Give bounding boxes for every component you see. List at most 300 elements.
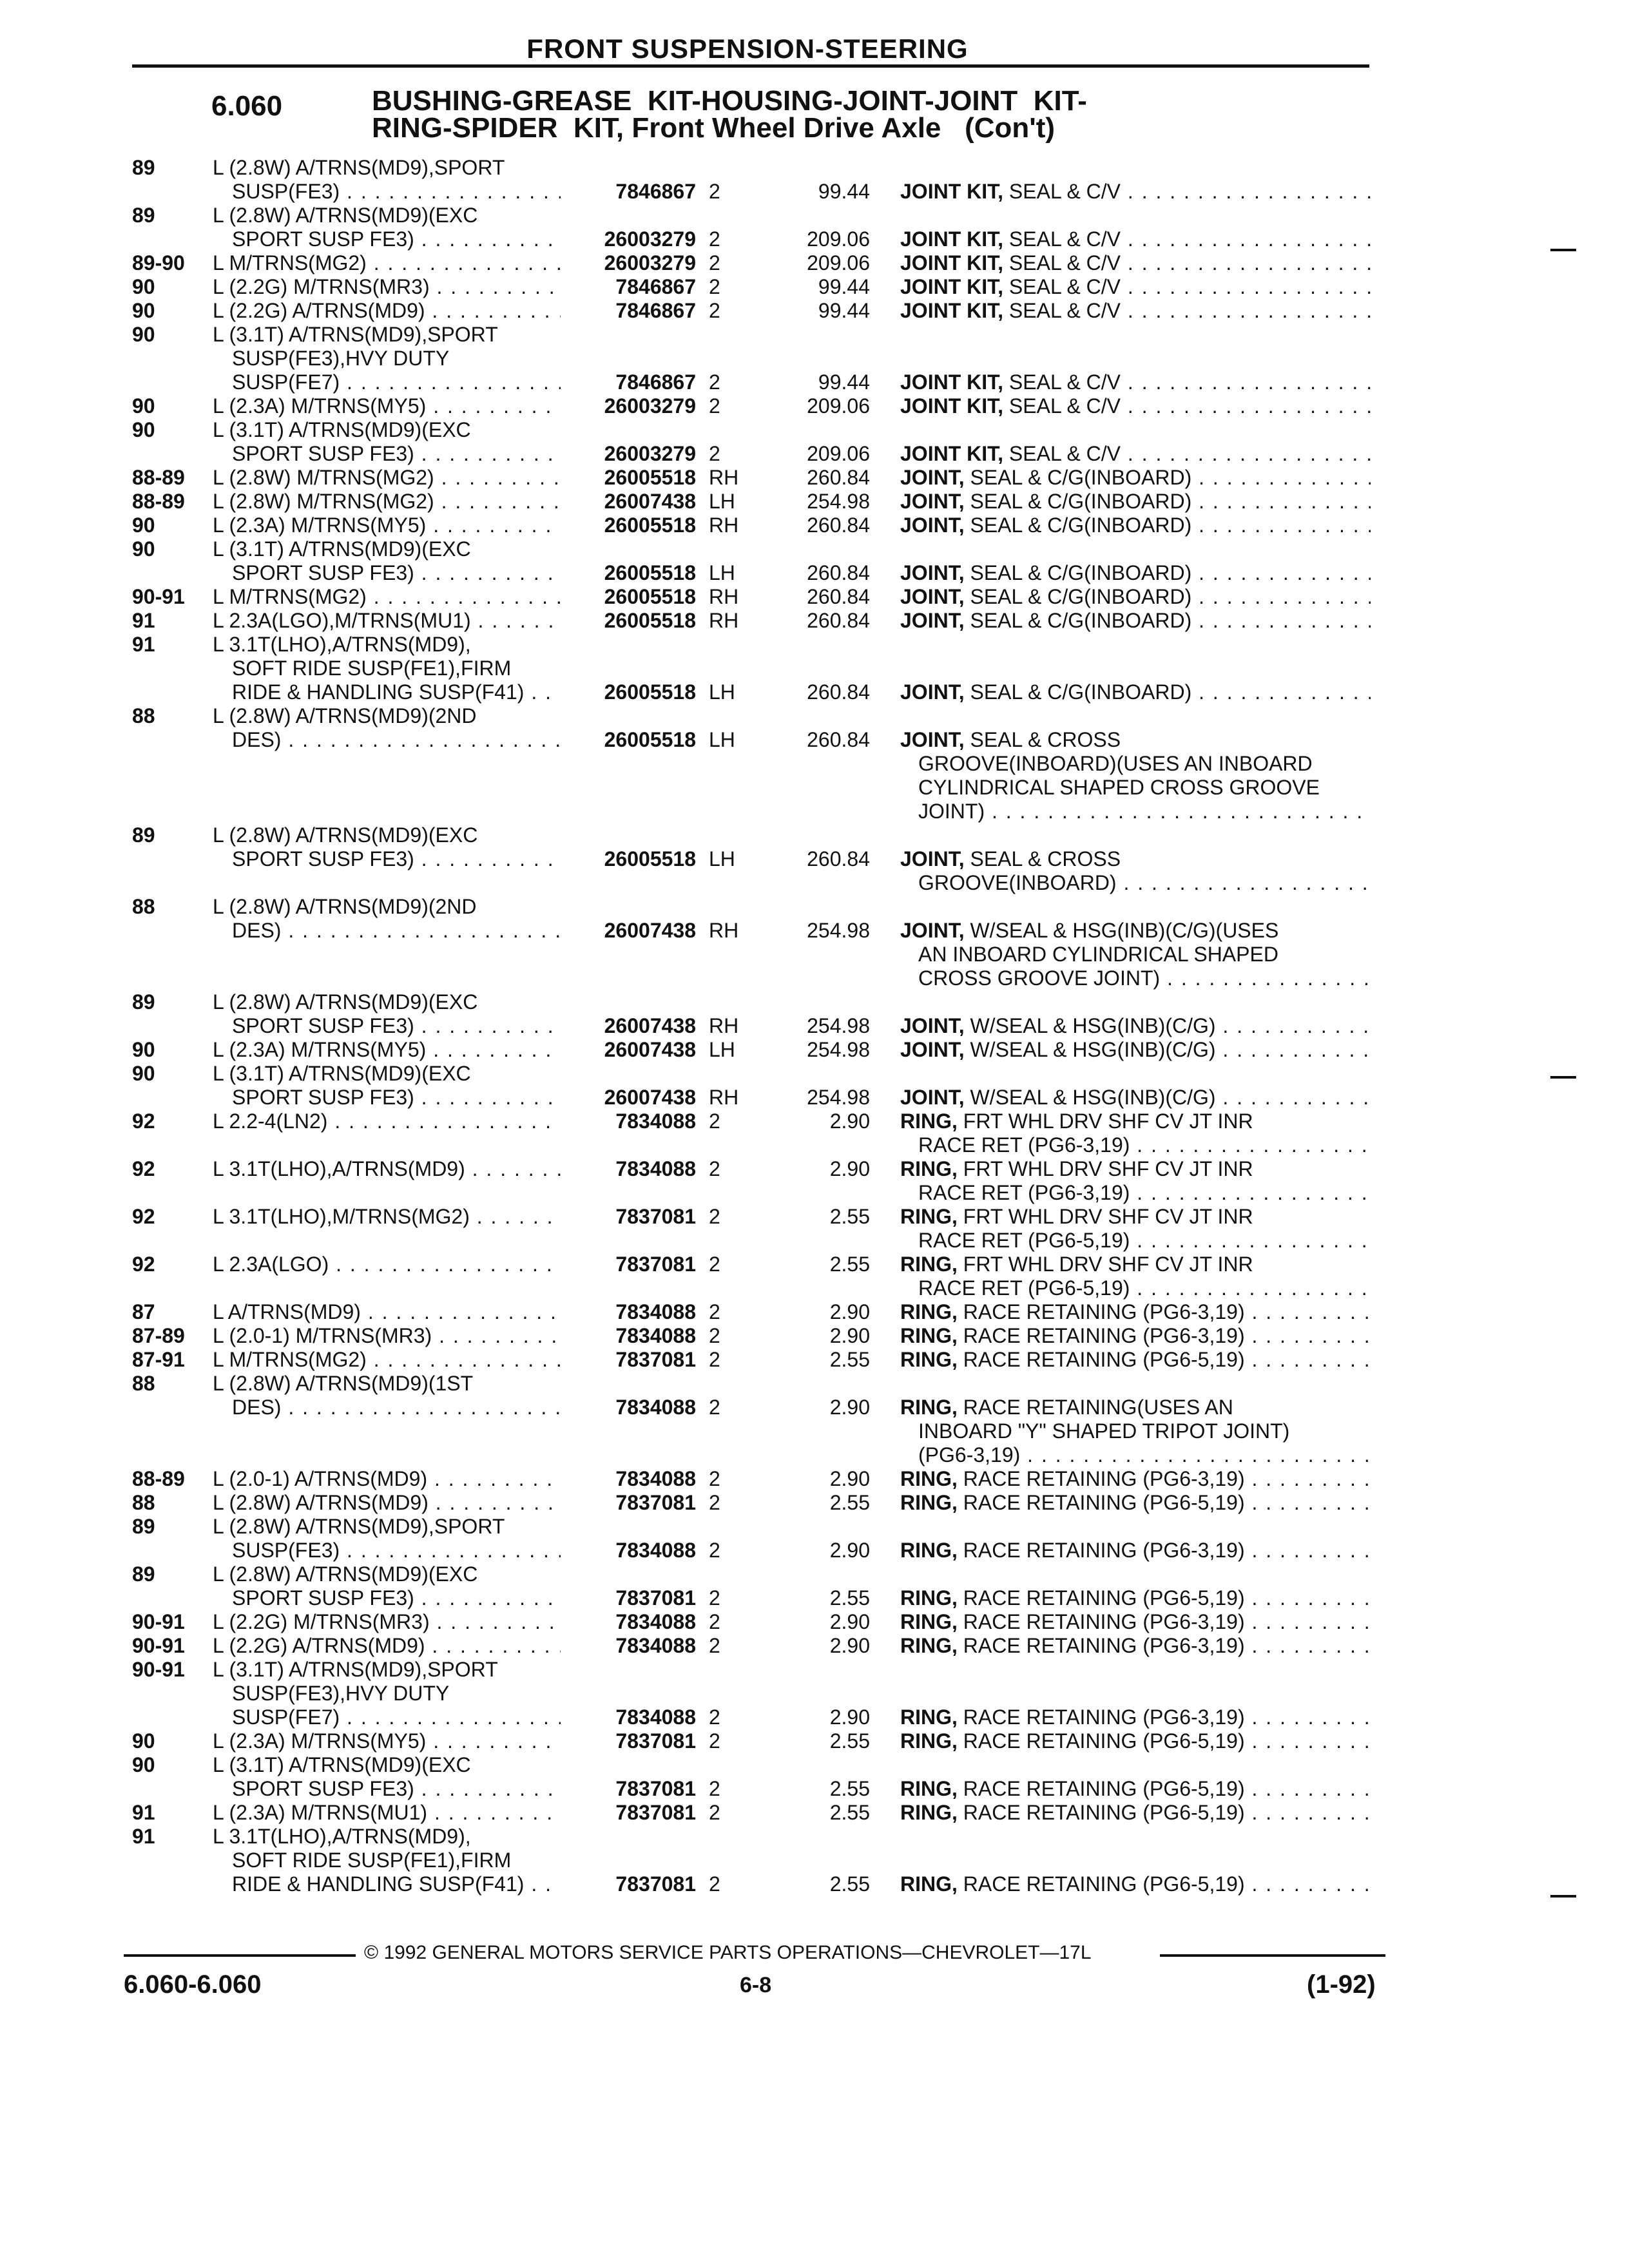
price: 2.55: [829, 1729, 870, 1753]
price: 2.55: [829, 1491, 870, 1514]
part-number: 7834088: [615, 1396, 696, 1419]
part-number: 26005518: [604, 728, 696, 751]
part-number: 7837081: [615, 1729, 696, 1753]
part-number: 26005518: [604, 561, 696, 584]
quantity: 2: [709, 1300, 720, 1323]
part-number: 26005518: [604, 514, 696, 537]
price: 2.90: [829, 1324, 870, 1347]
parts-row: [0, 1372, 1629, 1467]
application-description: SOFT RIDE SUSP(FE1),FIRM: [232, 657, 512, 680]
quantity: 2: [709, 299, 720, 322]
part-number: 7837081: [615, 1801, 696, 1824]
quantity: 2: [709, 1491, 720, 1514]
parts-row: [0, 156, 1629, 204]
part-number: 26007438: [604, 919, 696, 942]
model-year: 89: [132, 1515, 155, 1538]
parts-row: [0, 609, 1629, 633]
price: 2.55: [829, 1801, 870, 1824]
part-description: AN INBOARD CYLINDRICAL SHAPED: [918, 943, 1278, 966]
part-description: RING, RACE RETAINING (PG6-5,19) . . .: [900, 1872, 1371, 1896]
part-number: 26005518: [604, 585, 696, 608]
model-year: 92: [132, 1205, 155, 1228]
parts-row: [0, 1634, 1629, 1658]
parts-row: [0, 633, 1629, 704]
part-description: RING, FRT WHL DRV SHF CV JT INR: [900, 1205, 1253, 1228]
footer-section-code: 6.060-6.060: [124, 1970, 262, 1999]
parts-row: [0, 1157, 1629, 1205]
section-number: 6.060: [211, 90, 283, 122]
application-description: SPORT SUSP FE3) . . .: [232, 1014, 561, 1038]
price: 254.98: [807, 490, 870, 513]
model-year: 90-91: [132, 1658, 185, 1681]
part-description: JOINT, SEAL & CROSS: [900, 847, 1121, 870]
parts-row: [0, 704, 1629, 823]
quantity: 2: [709, 1586, 720, 1610]
parts-row: [0, 990, 1629, 1038]
price: 260.84: [807, 680, 870, 704]
footer-date: (1-92): [1307, 1970, 1376, 1999]
application-description: SPORT SUSP FE3) . . .: [232, 847, 561, 871]
application-description: SPORT SUSP FE3) . . .: [232, 1777, 561, 1801]
model-year: 89: [132, 156, 155, 179]
part-description: RACE RET (PG6-5,19) . . .: [918, 1276, 1371, 1300]
application-description: RIDE & HANDLING SUSP(F41) . . .: [232, 680, 561, 704]
parts-row: [0, 251, 1629, 275]
quantity: 2: [709, 1777, 720, 1800]
part-description: RING, RACE RETAINING (PG6-3,19) . . .: [900, 1324, 1371, 1348]
application-description: L M/TRNS(MG2) . . .: [213, 251, 561, 275]
model-year: 87-89: [132, 1324, 185, 1347]
model-year: 90: [132, 275, 155, 298]
model-year: 90: [132, 299, 155, 322]
price: 260.84: [807, 728, 870, 751]
quantity: 2: [709, 1706, 720, 1729]
part-description: CROSS GROOVE JOINT) . . .: [918, 966, 1371, 990]
model-year: 90-91: [132, 1610, 185, 1633]
application-description: L (3.1T) A/TRNS(MD9),SPORT: [213, 1658, 498, 1681]
application-description: L (3.1T) A/TRNS(MD9)(EXC: [213, 418, 471, 441]
footer-page-number: 6-8: [740, 1973, 772, 1997]
part-description: RACE RET (PG6-3,19) . . .: [918, 1181, 1371, 1205]
part-description: RING, RACE RETAINING (PG6-3,19) . . .: [900, 1467, 1371, 1491]
application-description: L 2.2-4(LN2) . . .: [213, 1110, 561, 1133]
part-number: 26005518: [604, 609, 696, 632]
price: 209.06: [807, 227, 870, 251]
part-number: 26003279: [604, 442, 696, 465]
application-description: L (2.8W) A/TRNS(MD9)(1ST: [213, 1372, 474, 1395]
part-description: RING, RACE RETAINING (PG6-3,19) . . .: [900, 1706, 1371, 1729]
model-year: 87: [132, 1300, 155, 1323]
application-description: L A/TRNS(MD9) . . .: [213, 1300, 561, 1324]
part-description: JOINT) . . .: [918, 800, 1371, 823]
application-description: DES) . . .: [232, 919, 561, 943]
part-description: JOINT, SEAL & C/G(INBOARD) . . .: [900, 561, 1371, 585]
part-description: RACE RET (PG6-3,19) . . .: [918, 1133, 1371, 1157]
application-description: L (3.1T) A/TRNS(MD9)(EXC: [213, 537, 471, 561]
quantity: RH: [709, 1014, 739, 1037]
parts-row: [0, 1324, 1629, 1348]
application-description: L (2.8W) A/TRNS(MD9)(EXC: [213, 1562, 478, 1586]
part-number: 7846867: [615, 180, 696, 203]
part-number: 7837081: [615, 1205, 696, 1228]
application-description: SPORT SUSP FE3) . . .: [232, 442, 561, 466]
parts-row: [0, 1491, 1629, 1515]
application-description: L 3.1T(LHO),A/TRNS(MD9),: [213, 633, 471, 656]
model-year: 88: [132, 704, 155, 727]
model-year: 90: [132, 394, 155, 418]
parts-row: [0, 1300, 1629, 1324]
part-number: 26005518: [604, 847, 696, 870]
part-description: JOINT, SEAL & C/G(INBOARD) . . .: [900, 680, 1371, 704]
parts-row: [0, 394, 1629, 418]
price: 2.55: [829, 1253, 870, 1276]
application-description: L (2.8W) M/TRNS(MG2) . . .: [213, 466, 561, 490]
part-description: INBOARD "Y" SHAPED TRIPOT JOINT): [918, 1419, 1290, 1443]
price: 2.90: [829, 1634, 870, 1657]
application-description: L M/TRNS(MG2) . . .: [213, 585, 561, 609]
footer-rule-right: [1160, 1954, 1385, 1957]
price: 254.98: [807, 1014, 870, 1037]
quantity: 2: [709, 180, 720, 203]
part-description: RING, FRT WHL DRV SHF CV JT INR: [900, 1157, 1253, 1180]
model-year: 92: [132, 1157, 155, 1180]
price: 2.90: [829, 1610, 870, 1633]
application-description: SOFT RIDE SUSP(FE1),FIRM: [232, 1849, 512, 1872]
application-description: SUSP(FE3) . . .: [232, 180, 561, 204]
parts-row: [0, 418, 1629, 466]
price: 260.84: [807, 585, 870, 608]
part-description: RING, RACE RETAINING (PG6-3,19) . . .: [900, 1300, 1371, 1324]
parts-row: [0, 1658, 1629, 1729]
application-description: L 2.3A(LGO) . . .: [213, 1253, 561, 1276]
part-description: RING, FRT WHL DRV SHF CV JT INR: [900, 1253, 1253, 1276]
page-title: FRONT SUSPENSION-STEERING: [526, 34, 969, 64]
price: 260.84: [807, 561, 870, 584]
model-year: 92: [132, 1253, 155, 1276]
price: 254.98: [807, 1038, 870, 1061]
header-rule: [132, 64, 1369, 68]
part-description: RING, RACE RETAINING (PG6-5,19) . . .: [900, 1729, 1371, 1753]
model-year: 91: [132, 609, 155, 632]
model-year: 89: [132, 204, 155, 227]
part-description: RING, RACE RETAINING (PG6-3,19) . . .: [900, 1539, 1371, 1562]
application-description: SUSP(FE7) . . .: [232, 370, 561, 394]
price: 254.98: [807, 919, 870, 942]
application-description: L M/TRNS(MG2) . . .: [213, 1348, 561, 1372]
model-year: 90: [132, 323, 155, 346]
quantity: 2: [709, 1348, 720, 1371]
part-number: 26003279: [604, 251, 696, 274]
part-description: RACE RET (PG6-5,19) . . .: [918, 1229, 1371, 1253]
application-description: L (2.8W) A/TRNS(MD9)(2ND: [213, 895, 477, 918]
part-number: 7834088: [615, 1324, 696, 1347]
model-year: 90: [132, 1753, 155, 1776]
part-number: 26003279: [604, 227, 696, 251]
model-year: 90: [132, 1729, 155, 1753]
application-description: L (2.3A) M/TRNS(MY5) . . .: [213, 1038, 561, 1062]
application-description: L (2.8W) A/TRNS(MD9)(EXC: [213, 990, 478, 1014]
part-description: JOINT, W/SEAL & HSG(INB)(C/G) . . .: [900, 1038, 1371, 1062]
price: 2.90: [829, 1467, 870, 1490]
quantity: RH: [709, 1086, 739, 1109]
part-number: 7837081: [615, 1491, 696, 1514]
price: 260.84: [807, 466, 870, 489]
model-year: 88: [132, 1491, 155, 1514]
price: 260.84: [807, 609, 870, 632]
quantity: 2: [709, 1157, 720, 1180]
part-number: 7834088: [615, 1300, 696, 1323]
price: 2.55: [829, 1205, 870, 1228]
model-year: 90-91: [132, 1634, 185, 1657]
price: 99.44: [818, 180, 870, 203]
application-description: SUSP(FE3),HVY DUTY: [232, 1682, 450, 1705]
model-year: 88-89: [132, 490, 185, 513]
part-description: JOINT KIT, SEAL & C/V . . .: [900, 180, 1371, 204]
part-description: JOINT, SEAL & C/G(INBOARD) . . .: [900, 466, 1371, 490]
part-description: RING, RACE RETAINING (PG6-5,19) . . .: [900, 1348, 1371, 1372]
application-description: L (2.3A) M/TRNS(MY5) . . .: [213, 1729, 561, 1753]
quantity: LH: [709, 561, 735, 584]
part-description: JOINT KIT, SEAL & C/V . . .: [900, 227, 1371, 251]
quantity: 2: [709, 275, 720, 298]
part-description: RING, RACE RETAINING (PG6-5,19) . . .: [900, 1491, 1371, 1515]
margin-mark: [1550, 249, 1576, 251]
margin-mark: [1550, 1895, 1576, 1898]
price: 209.06: [807, 251, 870, 274]
price: 2.55: [829, 1777, 870, 1800]
part-description: JOINT, SEAL & CROSS: [900, 728, 1121, 751]
application-description: L (3.1T) A/TRNS(MD9)(EXC: [213, 1062, 471, 1085]
parts-row: [0, 490, 1629, 514]
model-year: 88: [132, 1372, 155, 1395]
parts-row: [0, 585, 1629, 609]
application-description: SUSP(FE3),HVY DUTY: [232, 347, 450, 370]
parts-row: [0, 299, 1629, 323]
model-year: 89-90: [132, 251, 185, 274]
application-description: L (2.3A) M/TRNS(MY5) . . .: [213, 514, 561, 537]
part-description: JOINT, W/SEAL & HSG(INB)(C/G) . . .: [900, 1086, 1371, 1110]
price: 2.90: [829, 1396, 870, 1419]
quantity: 2: [709, 1610, 720, 1633]
application-description: DES) . . .: [232, 1396, 561, 1419]
price: 260.84: [807, 847, 870, 870]
parts-row: [0, 204, 1629, 251]
quantity: RH: [709, 919, 739, 942]
margin-mark: [1550, 1076, 1576, 1079]
footer-copyright: © 1992 GENERAL MOTORS SERVICE PARTS OPERATIONS—CHEVROLET—17L: [364, 1942, 1092, 1963]
part-description: RING, RACE RETAINING (PG6-5,19) . . .: [900, 1777, 1371, 1801]
model-year: 90: [132, 1038, 155, 1061]
part-number: 7837081: [615, 1348, 696, 1371]
application-description: L (2.8W) A/TRNS(MD9)(2ND: [213, 704, 477, 727]
quantity: 2: [709, 1253, 720, 1276]
quantity: 2: [709, 251, 720, 274]
model-year: 87-91: [132, 1348, 185, 1371]
quantity: RH: [709, 466, 739, 489]
application-description: L (2.2G) A/TRNS(MD9) . . .: [213, 1634, 561, 1658]
part-description: JOINT KIT, SEAL & C/V . . .: [900, 394, 1371, 418]
application-description: SPORT SUSP FE3) . . .: [232, 561, 561, 585]
model-year: 90: [132, 537, 155, 561]
parts-row: [0, 1348, 1629, 1372]
application-description: L (2.3A) M/TRNS(MY5) . . .: [213, 394, 561, 418]
part-description: JOINT, SEAL & C/G(INBOARD) . . .: [900, 585, 1371, 609]
price: 254.98: [807, 1086, 870, 1109]
application-description: L 3.1T(LHO),A/TRNS(MD9),: [213, 1825, 471, 1848]
part-number: 26005518: [604, 680, 696, 704]
application-description: L 2.3A(LGO),M/TRNS(MU1) . . .: [213, 609, 561, 633]
parts-row: [0, 323, 1629, 394]
quantity: LH: [709, 847, 735, 870]
part-number: 7837081: [615, 1253, 696, 1276]
model-year: 88-89: [132, 1467, 185, 1490]
part-description: CYLINDRICAL SHAPED CROSS GROOVE: [918, 776, 1320, 799]
application-description: L (2.8W) A/TRNS(MD9) . . .: [213, 1491, 561, 1515]
application-description: L (2.2G) M/TRNS(MR3) . . .: [213, 1610, 561, 1634]
part-number: 7837081: [615, 1777, 696, 1800]
price: 2.55: [829, 1348, 870, 1371]
application-description: SUSP(FE3) . . .: [232, 1539, 561, 1562]
part-number: 7846867: [615, 370, 696, 394]
quantity: 2: [709, 370, 720, 394]
part-number: 7846867: [615, 299, 696, 322]
application-description: RIDE & HANDLING SUSP(F41) . . .: [232, 1872, 561, 1896]
model-year: 89: [132, 1562, 155, 1586]
parts-row: [0, 1729, 1629, 1753]
quantity: 2: [709, 227, 720, 251]
price: 2.90: [829, 1110, 870, 1133]
part-number: 26005518: [604, 466, 696, 489]
part-number: 7837081: [615, 1872, 696, 1896]
model-year: 90-91: [132, 585, 185, 608]
application-description: L (2.0-1) M/TRNS(MR3) . . .: [213, 1324, 561, 1348]
part-description: (PG6-3,19) . . .: [918, 1443, 1371, 1467]
quantity: 2: [709, 1396, 720, 1419]
price: 2.90: [829, 1539, 870, 1562]
model-year: 90: [132, 514, 155, 537]
application-description: L (3.1T) A/TRNS(MD9),SPORT: [213, 323, 498, 346]
price: 99.44: [818, 370, 870, 394]
application-description: L (2.8W) A/TRNS(MD9),SPORT: [213, 156, 505, 179]
application-description: L (2.3A) M/TRNS(MU1) . . .: [213, 1801, 561, 1825]
quantity: 2: [709, 394, 720, 418]
parts-row: [0, 1562, 1629, 1610]
price: 260.84: [807, 514, 870, 537]
application-description: L (2.8W) A/TRNS(MD9)(EXC: [213, 204, 478, 227]
part-description: RING, RACE RETAINING(USES AN: [900, 1396, 1233, 1419]
price: 2.90: [829, 1706, 870, 1729]
application-description: L (2.0-1) A/TRNS(MD9) . . .: [213, 1467, 561, 1491]
parts-row: [0, 1253, 1629, 1300]
part-number: 7834088: [615, 1110, 696, 1133]
price: 99.44: [818, 299, 870, 322]
parts-row: [0, 1753, 1629, 1801]
quantity: LH: [709, 680, 735, 704]
parts-row: [0, 1110, 1629, 1157]
quantity: 2: [709, 442, 720, 465]
application-description: SPORT SUSP FE3) . . .: [232, 1086, 561, 1110]
price: 2.55: [829, 1586, 870, 1610]
part-number: 26007438: [604, 490, 696, 513]
model-year: 91: [132, 1801, 155, 1824]
part-number: 26007438: [604, 1014, 696, 1037]
part-description: RING, RACE RETAINING (PG6-3,19) . . .: [900, 1634, 1371, 1658]
quantity: 2: [709, 1801, 720, 1824]
parts-row: [0, 895, 1629, 990]
part-description: RING, FRT WHL DRV SHF CV JT INR: [900, 1110, 1253, 1133]
quantity: 2: [709, 1729, 720, 1753]
application-description: L (2.2G) M/TRNS(MR3) . . .: [213, 275, 561, 299]
application-description: L (3.1T) A/TRNS(MD9)(EXC: [213, 1753, 471, 1776]
quantity: 2: [709, 1324, 720, 1347]
quantity: RH: [709, 585, 739, 608]
quantity: 2: [709, 1467, 720, 1490]
part-number: 7837081: [615, 1586, 696, 1610]
parts-row: [0, 1062, 1629, 1110]
part-description: RING, RACE RETAINING (PG6-5,19) . . .: [900, 1586, 1371, 1610]
part-number: 26003279: [604, 394, 696, 418]
application-description: L 3.1T(LHO),M/TRNS(MG2) . . .: [213, 1205, 561, 1229]
quantity: RH: [709, 609, 739, 632]
application-description: L (2.8W) A/TRNS(MD9)(EXC: [213, 823, 478, 847]
model-year: 91: [132, 633, 155, 656]
part-number: 7834088: [615, 1467, 696, 1490]
model-year: 92: [132, 1110, 155, 1133]
part-description: GROOVE(INBOARD) . . .: [918, 871, 1371, 895]
section-title: BUSHING-GREASE KIT-HOUSING-JOINT-JOINT KIT- RING-SPIDER KIT, Front Wheel Drive Axle (Con't): [372, 85, 1087, 144]
part-description: JOINT KIT, SEAL & C/V . . .: [900, 275, 1371, 299]
parts-row: [0, 1801, 1629, 1825]
application-description: L (2.8W) M/TRNS(MG2) . . .: [213, 490, 561, 514]
price: 209.06: [807, 394, 870, 418]
part-number: 7846867: [615, 275, 696, 298]
part-number: 7834088: [615, 1157, 696, 1180]
part-description: JOINT KIT, SEAL & C/V . . .: [900, 370, 1371, 394]
part-description: GROOVE(INBOARD)(USES AN INBOARD: [918, 752, 1313, 775]
parts-row: [0, 1038, 1629, 1062]
model-year: 88: [132, 895, 155, 918]
model-year: 90: [132, 1062, 155, 1085]
parts-row: [0, 537, 1629, 585]
part-number: 7834088: [615, 1634, 696, 1657]
application-description: L (2.2G) A/TRNS(MD9) . . .: [213, 299, 561, 323]
part-number: 26007438: [604, 1038, 696, 1061]
quantity: 2: [709, 1634, 720, 1657]
part-description: JOINT KIT, SEAL & C/V . . .: [900, 442, 1371, 466]
quantity: 2: [709, 1872, 720, 1896]
parts-row: [0, 1467, 1629, 1491]
model-year: 88-89: [132, 466, 185, 489]
parts-row: [0, 1610, 1629, 1634]
quantity: LH: [709, 1038, 735, 1061]
part-description: JOINT, SEAL & C/G(INBOARD) . . .: [900, 514, 1371, 537]
parts-row: [0, 275, 1629, 299]
part-number: 26007438: [604, 1086, 696, 1109]
parts-row: [0, 1825, 1629, 1896]
application-description: DES) . . .: [232, 728, 561, 752]
parts-row: [0, 514, 1629, 537]
part-description: JOINT KIT, SEAL & C/V . . .: [900, 299, 1371, 323]
parts-row: [0, 466, 1629, 490]
part-number: 7834088: [615, 1610, 696, 1633]
model-year: 91: [132, 1825, 155, 1848]
part-description: JOINT, W/SEAL & HSG(INB)(C/G) . . .: [900, 1014, 1371, 1038]
application-description: L 3.1T(LHO),A/TRNS(MD9) . . .: [213, 1157, 561, 1181]
price: 99.44: [818, 275, 870, 298]
part-number: 7834088: [615, 1706, 696, 1729]
application-description: L (2.8W) A/TRNS(MD9),SPORT: [213, 1515, 505, 1538]
price: 2.55: [829, 1872, 870, 1896]
